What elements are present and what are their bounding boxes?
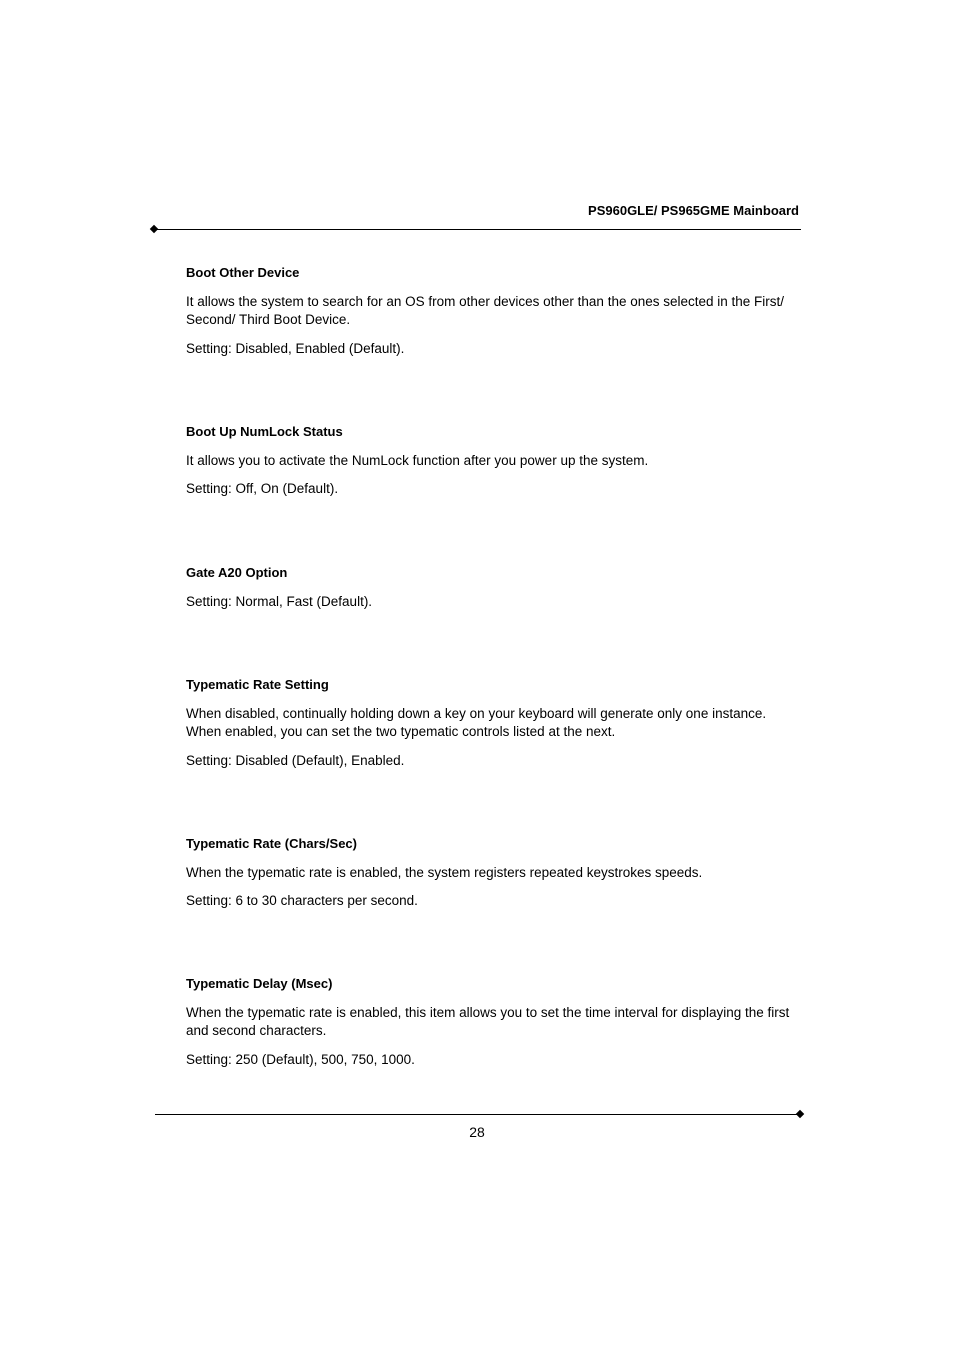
section-heading: Typematic Delay (Msec) xyxy=(186,976,333,991)
section-heading: Typematic Rate (Chars/Sec) xyxy=(186,836,357,851)
section-typematic-rate-setting xyxy=(186,676,796,780)
section-setting: Setting: Disabled (Default), Enabled. xyxy=(186,752,405,768)
section-setting: Setting: 250 (Default), 500, 750, 1000. xyxy=(186,1051,415,1067)
section-description: It allows you to activate the NumLock function after you power up the system. xyxy=(186,452,649,468)
section-setting: Setting: Normal, Fast (Default). xyxy=(186,593,373,609)
section-heading: Typematic Rate Setting xyxy=(186,677,329,692)
section-description: When disabled, continually holding down a key on your keyboard will generate only one instance. When enabled, you can set the two typematic controls listed at the next. xyxy=(186,705,767,739)
section-gate-a20-option xyxy=(186,564,796,621)
section-typematic-delay-msec xyxy=(186,975,796,1079)
section-setting: Setting: 6 to 30 characters per second. xyxy=(186,893,418,908)
section-setting: Setting: Off, On (Default). xyxy=(186,481,339,496)
section-heading: Boot Other Device xyxy=(186,265,300,280)
header-rule xyxy=(155,229,801,230)
footer-rule xyxy=(155,1114,801,1115)
footer-diamond-ornament xyxy=(796,1110,804,1118)
section-description: When the typematic rate is enabled, the system registers repeated keystrokes speeds. xyxy=(186,864,703,880)
section-boot-up-numlock-status xyxy=(186,423,796,509)
section-boot-other-device xyxy=(186,264,796,368)
section-description: When the typematic rate is enabled, this item allows you to set the time interval for displaying the first and second characters. xyxy=(186,1004,790,1038)
section-setting: Setting: Disabled, Enabled (Default). xyxy=(186,340,405,356)
section-typematic-rate-chars-sec xyxy=(186,835,796,921)
page-header-title: PS960GLE/ PS965GME Mainboard xyxy=(588,203,799,218)
section-heading: Boot Up NumLock Status xyxy=(186,424,343,439)
section-heading: Gate A20 Option xyxy=(186,565,288,580)
section-description: It allows the system to search for an OS from other devices other than the ones selected in the First/ Second/ Third Boot Device. xyxy=(186,293,785,327)
page-number: 28 xyxy=(469,1124,485,1140)
